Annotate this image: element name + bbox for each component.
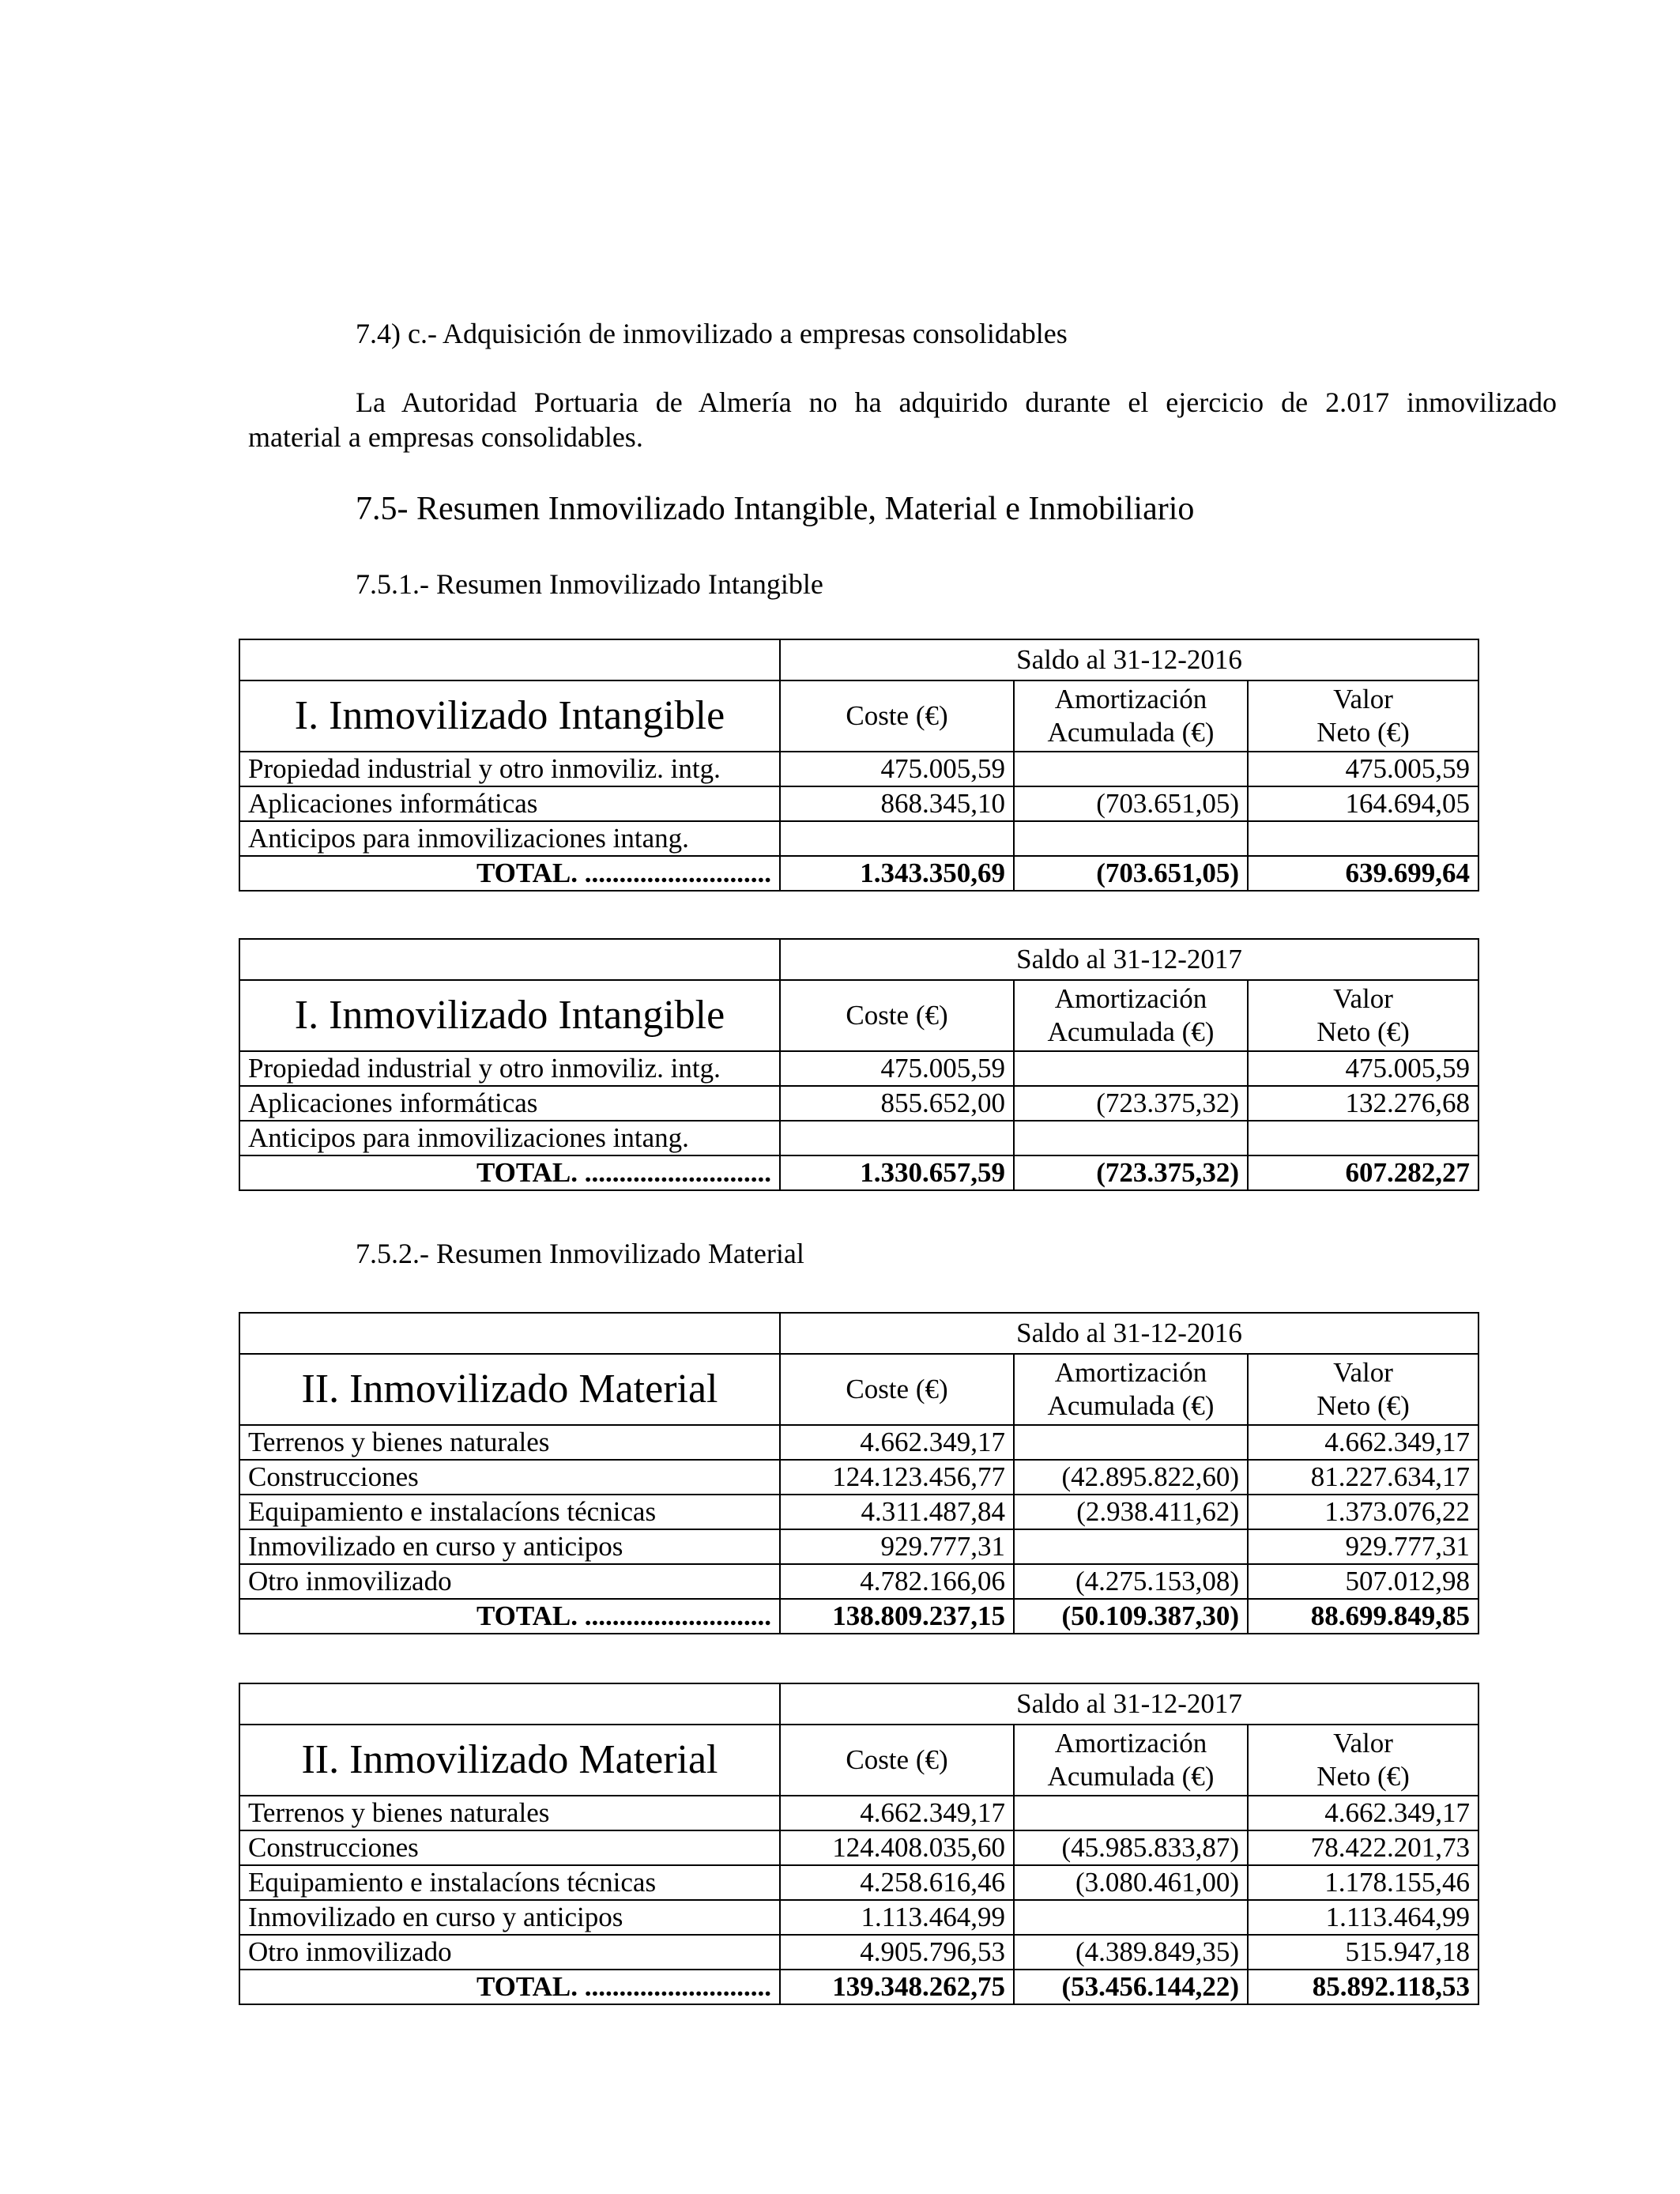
table-heading: I. Inmovilizado Intangible — [239, 680, 780, 752]
saldo-date: Saldo al 31-12-2016 — [780, 639, 1478, 680]
table-row: Equipamiento e instalacíons técnicas 4.311.487,84 (2.938.411,62) 1.373.076,22 — [239, 1495, 1478, 1529]
paragraph-line-1: La Autoridad Portuaria de Almería no ha adquirido durante el ejercicio de 2.017 inmovilizado — [356, 386, 1557, 418]
col-coste: Coste (€) — [780, 1725, 1014, 1796]
table-row: Construcciones 124.408.035,60 (45.985.833,87) 78.422.201,73 — [239, 1830, 1478, 1865]
col-valor-neto: Valor Neto (€) — [1248, 980, 1478, 1051]
col-coste: Coste (€) — [780, 980, 1014, 1051]
paragraph-line-2: material a empresas consolidables. — [248, 421, 643, 453]
subsection-7-5-1-title: 7.5.1.- Resumen Inmovilizado Intangible — [356, 568, 823, 600]
table-row: Propiedad industrial y otro inmoviliz. intg. 475.005,59 475.005,59 — [239, 752, 1478, 786]
table-row: Otro inmovilizado 4.782.166,06 (4.275.153,08) 507.012,98 — [239, 1564, 1478, 1599]
table-heading: II. Inmovilizado Material — [239, 1354, 780, 1425]
total-label: TOTAL. ........................... — [239, 1155, 780, 1190]
section-7-5-heading: 7.5- Resumen Inmovilizado Intangible, Material e Inmobiliario — [356, 491, 1195, 527]
col-valor-neto: Valor Neto (€) — [1248, 1354, 1478, 1425]
table-row: Inmovilizado en curso y anticipos 1.113.464,99 1.113.464,99 — [239, 1900, 1478, 1935]
table-header-blank — [239, 1683, 780, 1725]
subsection-7-5-2-title: 7.5.2.- Resumen Inmovilizado Material — [356, 1238, 804, 1269]
table-row: Aplicaciones informáticas 868.345,10 (703.651,05) 164.694,05 — [239, 786, 1478, 821]
table-header-blank — [239, 639, 780, 680]
saldo-date: Saldo al 31-12-2016 — [780, 1313, 1478, 1354]
table-row: Aplicaciones informáticas 855.652,00 (723.375,32) 132.276,68 — [239, 1086, 1478, 1121]
intangible-table-2017 — [239, 938, 1479, 1191]
total-label: TOTAL. ........................... — [239, 856, 780, 891]
col-amortizacion: Amortización Acumulada (€) — [1014, 1725, 1248, 1796]
table-row: Construcciones 124.123.456,77 (42.895.822,60) 81.227.634,17 — [239, 1460, 1478, 1495]
table-row: Propiedad industrial y otro inmoviliz. intg. 475.005,59 475.005,59 — [239, 1051, 1478, 1086]
total-row: TOTAL. ........................... 1.343.350,69 (703.651,05) 639.699,64 — [239, 856, 1478, 891]
table-header-blank — [239, 1313, 780, 1354]
total-row: TOTAL. ........................... 138.809.237,15 (50.109.387,30) 88.699.849,85 — [239, 1599, 1478, 1634]
col-valor-neto: Valor Neto (€) — [1248, 1725, 1478, 1796]
table-row: Equipamiento e instalacíons técnicas 4.258.616,46 (3.080.461,00) 1.178.155,46 — [239, 1865, 1478, 1900]
total-label: TOTAL. ........................... — [239, 1970, 780, 2004]
col-amortizacion: Amortización Acumulada (€) — [1014, 680, 1248, 752]
table-row: Terrenos y bienes naturales 4.662.349,17 4.662.349,17 — [239, 1796, 1478, 1830]
table-row: Anticipos para inmovilizaciones intang. — [239, 821, 1478, 856]
section-7-4-title: 7.4) c.- Adquisición de inmovilizado a empresas consolidables — [356, 318, 1068, 349]
table-row: Otro inmovilizado 4.905.796,53 (4.389.849,35) 515.947,18 — [239, 1935, 1478, 1970]
table-row: Terrenos y bienes naturales 4.662.349,17 4.662.349,17 — [239, 1425, 1478, 1460]
col-amortizacion: Amortización Acumulada (€) — [1014, 1354, 1248, 1425]
table-header-blank — [239, 939, 780, 980]
total-row: TOTAL. ........................... 1.330.657,59 (723.375,32) 607.282,27 — [239, 1155, 1478, 1190]
material-table-2016 — [239, 1312, 1479, 1634]
material-table-2017 — [239, 1683, 1479, 2005]
saldo-date: Saldo al 31-12-2017 — [780, 1683, 1478, 1725]
total-row: TOTAL. ........................... 139.348.262,75 (53.456.144,22) 85.892.118,53 — [239, 1970, 1478, 2004]
table-heading: I. Inmovilizado Intangible — [239, 980, 780, 1051]
table-heading: II. Inmovilizado Material — [239, 1725, 780, 1796]
intangible-table-2016 — [239, 639, 1479, 892]
col-valor-neto: Valor Neto (€) — [1248, 680, 1478, 752]
col-coste: Coste (€) — [780, 680, 1014, 752]
table-row: Anticipos para inmovilizaciones intang. — [239, 1121, 1478, 1155]
saldo-date: Saldo al 31-12-2017 — [780, 939, 1478, 980]
table-row: Inmovilizado en curso y anticipos 929.777,31 929.777,31 — [239, 1529, 1478, 1564]
col-amortizacion: Amortización Acumulada (€) — [1014, 980, 1248, 1051]
col-coste: Coste (€) — [780, 1354, 1014, 1425]
total-label: TOTAL. ........................... — [239, 1599, 780, 1634]
